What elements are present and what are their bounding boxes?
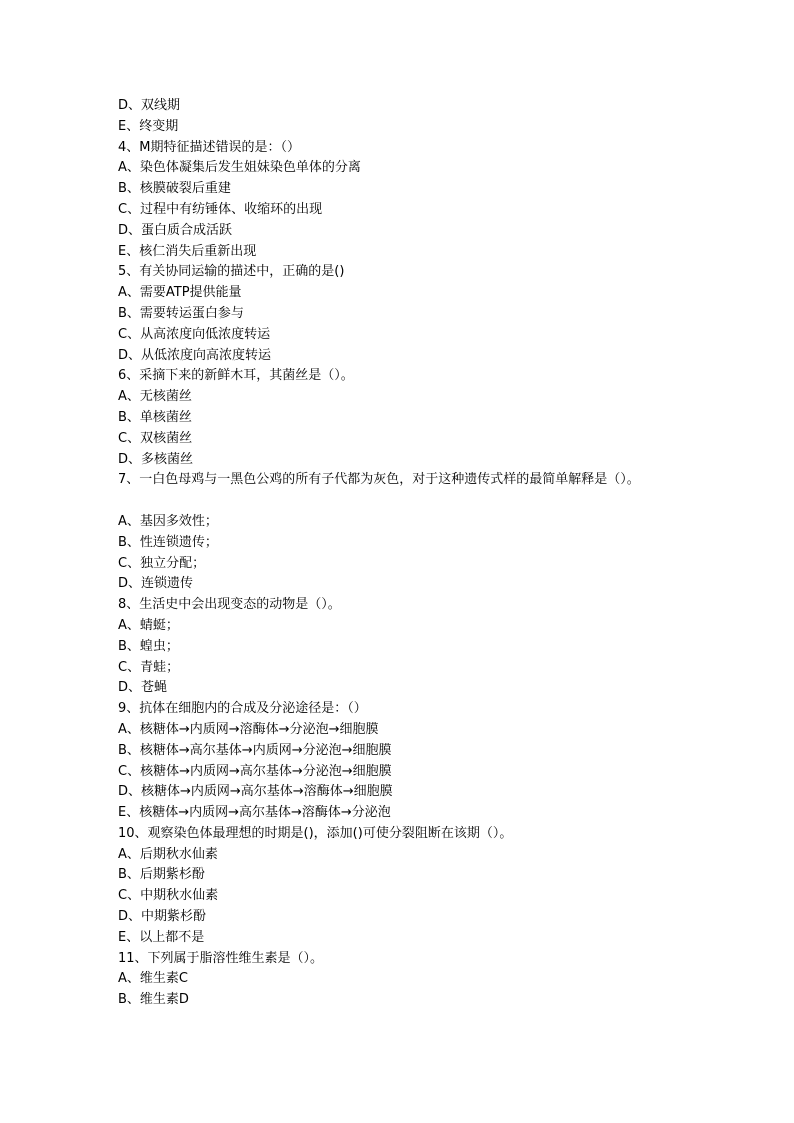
answer-option: D、多核菌丝	[118, 451, 194, 467]
answer-option: C、双核菌丝	[118, 430, 193, 446]
question-text: 5、有关协同运输的描述中，正确的是()	[118, 264, 345, 280]
answer-option: A、基因多效性；	[118, 513, 218, 529]
answer-option: D、苍蝇	[118, 680, 168, 696]
answer-option: B、核糖体→高尔基体→内质网→分泌泡→细胞膜	[118, 742, 392, 758]
answer-option: D、双线期	[118, 98, 181, 113]
answer-option: C、过程中有纺锤体、收缩环的出现	[118, 201, 323, 217]
question-text: 9、抗体在细胞内的合成及分泌途径是：（）	[118, 701, 367, 717]
answer-option: A、蜻蜓；	[118, 617, 179, 633]
answer-option: A、需要ATP提供能量	[118, 285, 242, 301]
question-text: 4、M期特征描述错误的是：（）	[118, 139, 300, 155]
question-text: 11、下列属于脂溶性维生素是（）。	[118, 950, 324, 966]
answer-option: E、终变期	[118, 118, 179, 134]
document-page	[118, 96, 758, 1011]
answer-option: E、核仁消失后重新出现	[118, 243, 257, 259]
question-text: 8、生活史中会出现变态的动物是（）。	[118, 597, 341, 613]
answer-option: A、无核菌丝	[118, 389, 192, 405]
answer-option: B、后期紫杉酚	[118, 867, 205, 883]
answer-option: A、染色体凝集后发生姐妹染色单体的分离	[118, 160, 361, 176]
answer-option: E、核糖体→内质网→高尔基体→溶酶体→分泌泡	[118, 805, 391, 821]
answer-option: A、后期秋水仙素	[118, 846, 218, 862]
answer-option: C、青蛙；	[118, 659, 180, 675]
answer-option: A、核糖体→内质网→溶酶体→分泌泡→细胞膜	[118, 721, 379, 737]
answer-option: C、从高浓度向低浓度转运	[118, 326, 271, 342]
answer-option: D、从低浓度向高浓度转运	[118, 347, 272, 363]
answer-option: A、维生素C	[118, 971, 188, 987]
question-text: 10、观察染色体最理想的时期是()，添加()可使分裂阻断在该期（）。	[118, 825, 513, 841]
answer-option: B、单核菌丝	[118, 409, 192, 425]
question-text: 6、采摘下来的新鲜木耳，其菌丝是（）。	[118, 368, 354, 384]
answer-option: C、中期秋水仙素	[118, 888, 219, 904]
answer-option: D、蛋白质合成活跃	[118, 222, 233, 238]
blank-line	[118, 491, 758, 512]
question-text: 7、一白色母鸡与一黑色公鸡的所有子代都为灰色，对于这种遗传式样的最简单解释是（）。	[118, 472, 640, 488]
answer-option: B、核膜破裂后重建	[118, 181, 231, 197]
answer-option: C、核糖体→内质网→高尔基体→分泌泡→细胞膜	[118, 763, 392, 779]
answer-option: D、连锁遗传	[118, 576, 194, 592]
answer-option: E、以上都不是	[118, 929, 205, 945]
answer-option: B、维生素D	[118, 992, 189, 1008]
answer-option: C、独立分配；	[118, 555, 206, 571]
answer-option: B、蝗虫；	[118, 638, 179, 654]
answer-option: B、性连锁遗传；	[118, 534, 218, 550]
answer-option: D、核糖体→内质网→高尔基体→溶酶体→细胞膜	[118, 784, 393, 800]
answer-option: D、中期紫杉酚	[118, 909, 207, 925]
answer-option: B、需要转运蛋白参与	[118, 305, 244, 321]
